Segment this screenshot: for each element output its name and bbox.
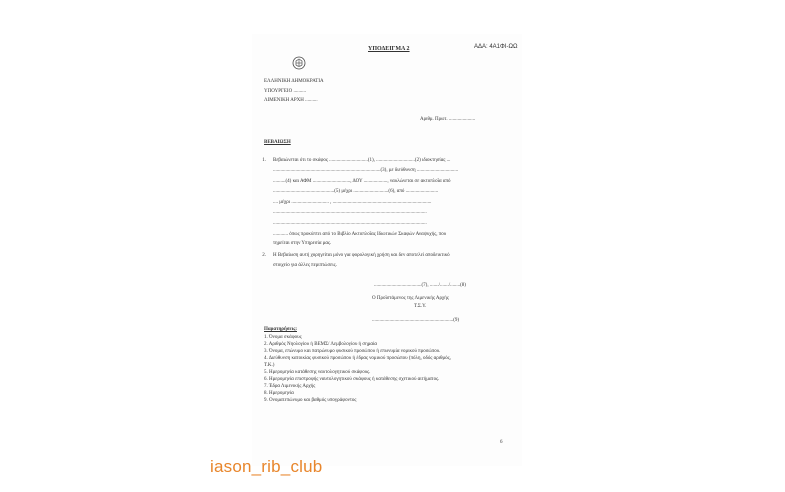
- note-item: Τ.Κ.): [264, 363, 275, 368]
- item-2-line: Η Βεβαίωση αυτή χορηγείται μόνο για φορολογική χρήση και δεν αποτελεί αποδεικτικό: [273, 253, 450, 258]
- protocol-number: Αριθμ. Πρωτ. .....................: [420, 117, 476, 122]
- signatory-title: Ο Προϊστάμενος της Λιμενικής Αρχής: [372, 296, 449, 301]
- item-1-line: .................................................(5) μέχρι ............................(6), από ..........................: [273, 189, 439, 194]
- header-port-authority: ΛΙΜΕΝΙΚΗ ΑΡΧΗ ..........: [264, 98, 318, 103]
- notes-heading: Παρατηρήσεις:: [264, 327, 297, 332]
- note-item: 2. Αριθμός Νηολογίου ή ΒΕΜΣ/ Λεμβολογίου ή σημαία: [264, 342, 377, 347]
- item-1-line: ...........................................................................................................................: [273, 221, 427, 226]
- greek-emblem-icon: [292, 56, 306, 70]
- signatory-abbreviation: Τ.Σ.Υ.: [414, 304, 427, 309]
- note-item: 7. Έδρα Λιμενικής Αρχής: [264, 384, 316, 389]
- item-2-line: στοιχείο για άλλες περιπτώσεις.: [273, 263, 337, 268]
- note-item: 6. Ημερομηνία επιστροφής ναυτολογητικού σκάφους ή κατάθεσης σχετικού αιτήματος.: [264, 377, 440, 382]
- ada-code: ΑΔΑ: 4Α1ΦΙ-ΩΩ: [474, 44, 518, 50]
- note-item: 1. Όνομα σκάφους: [264, 335, 302, 340]
- note-item: 5. Ημερομηνία κατάθεσης ναυτολογητικού σκάφους.: [264, 370, 371, 375]
- item-1-line: .... μέχρι .............................. , ...............................................................................: [273, 200, 432, 205]
- item-1-line: ...........................................................................................................................: [273, 210, 427, 215]
- item-1-number: 1.: [262, 158, 266, 163]
- item-2-number: 2.: [262, 253, 266, 258]
- note-item: 3. Όνομα, επώνυμο και πατρώνυμο φυσικού προσώπου ή επωνυμία νομικού προσώπου.: [264, 349, 441, 354]
- header-republic: ΕΛΛΗΝΙΚΗ ΔΗΜΟΚΡΑΤΙΑ: [264, 79, 324, 84]
- item-1-line: τηρείται στην Υπηρεσία μας.: [273, 241, 332, 246]
- document-title: ΥΠΟΔΕΙΓΜΑ 2: [368, 46, 410, 52]
- note-item: 4. Διεύθυνση κατοικίας φυσικού προσώπου ή έδρας νομικού προσώπου (πόλη, οδός αριθμός,: [264, 356, 451, 361]
- item-1-line: ..........(4) και ΑΦΜ .............................., ΔΟΥ ..................., ναυλώνεται σε ακτοπλοΐα από: [273, 179, 451, 184]
- header-ministry: ΥΠΟΥΡΓΕΙΟ ..........: [264, 89, 306, 94]
- signature-line: .................................................................(9): [372, 318, 460, 323]
- note-item: 9. Ονοματεπώνυμο και βαθμός υπογράφοντος: [264, 398, 357, 403]
- place-date-line: ......................................(7), ......./......./........(8): [374, 283, 466, 288]
- certificate-heading: ΒΕΒΑΙΩΣΗ: [264, 140, 291, 145]
- item-1-line: ......................................................................................(3), με διεύθυνση .................................: [273, 168, 459, 173]
- document-page: [252, 34, 522, 466]
- item-1-line: Βεβαιώνεται ότι το σκάφος ...............................(1), ...............................(2) ιδιοκτησίας ...: [273, 158, 451, 163]
- page-number: 6: [500, 440, 503, 445]
- watermark-text: iason_rib_club: [210, 457, 323, 476]
- item-1-line: ............ όπως προκύπτει από το Βιβλίο Ακτοπλοΐας Ιδιωτικών Σκαφών Αναψυχής, που: [273, 232, 447, 237]
- note-item: 8. Ημερομηνία: [264, 391, 294, 396]
